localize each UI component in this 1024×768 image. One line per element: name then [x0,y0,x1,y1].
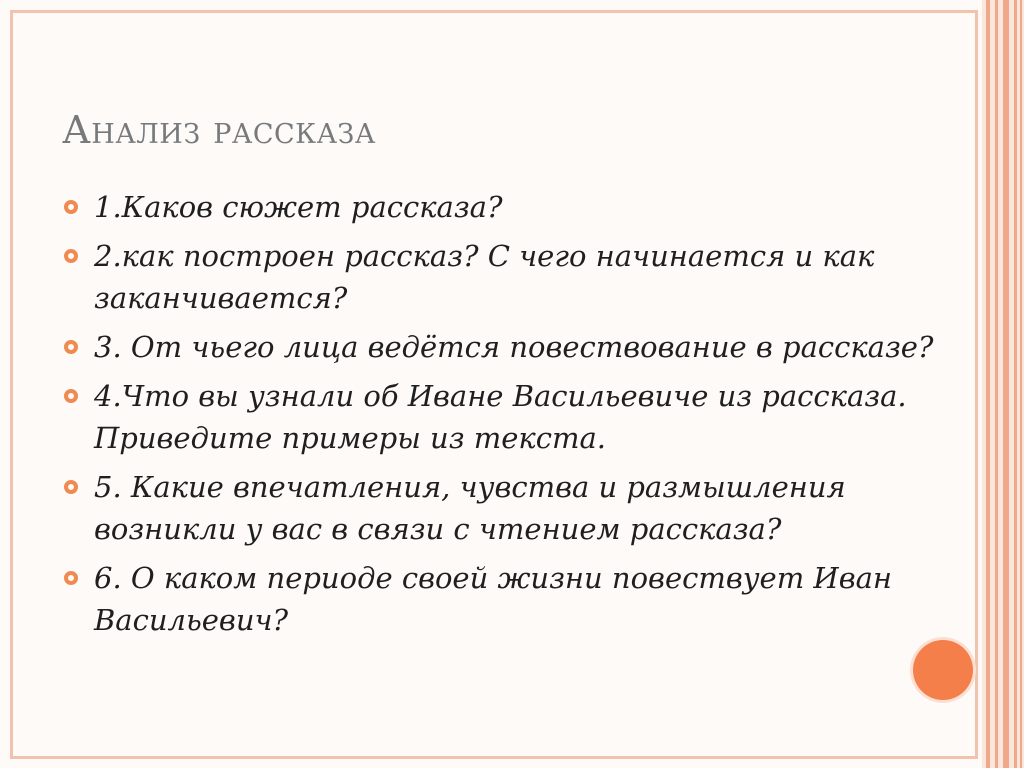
right-stripe [1003,0,1009,768]
list-item [62,466,942,550]
list-item [62,235,942,319]
list-item [62,375,942,459]
right-stripe [1014,0,1017,768]
list-item [62,557,942,641]
ring-bullet-icon [64,480,78,494]
orange-circle-decoration-icon [913,640,973,700]
frame-top-border [10,10,978,13]
frame-left-border [10,10,13,758]
list-item-text: 6. О каком периоде своей жизни повествует Иван Васильевич? [94,561,892,637]
right-stripe [986,0,990,768]
list-item-text: 3. От чьего лица ведётся повествование в рассказе? [94,330,934,364]
ring-bullet-icon [64,571,78,585]
frame-bottom-border [10,756,978,759]
list-item-text: 5. Какие впечатления, чувства и размышления возникли у вас в связи с чтением рассказа? [94,470,846,546]
list-item-text: 2.как построен рассказ? С чего начинается и как заканчивается? [94,239,875,315]
list-item-text: 1.Каков сюжет рассказа? [94,190,503,224]
right-stripe [1020,0,1022,768]
ring-bullet-icon [64,249,78,263]
ring-bullet-icon [64,340,78,354]
ring-bullet-icon [64,389,78,403]
list-item [62,326,942,368]
list-item [62,186,942,228]
ring-bullet-icon [64,200,78,214]
slide-title: Анализ рассказа [62,108,376,152]
question-list [62,186,942,648]
list-item-text: 4.Что вы узнали об Иване Васильевиче из рассказа. Приведите примеры из текста. [94,379,907,455]
frame-right-border [975,10,978,758]
right-stripe [995,0,998,768]
